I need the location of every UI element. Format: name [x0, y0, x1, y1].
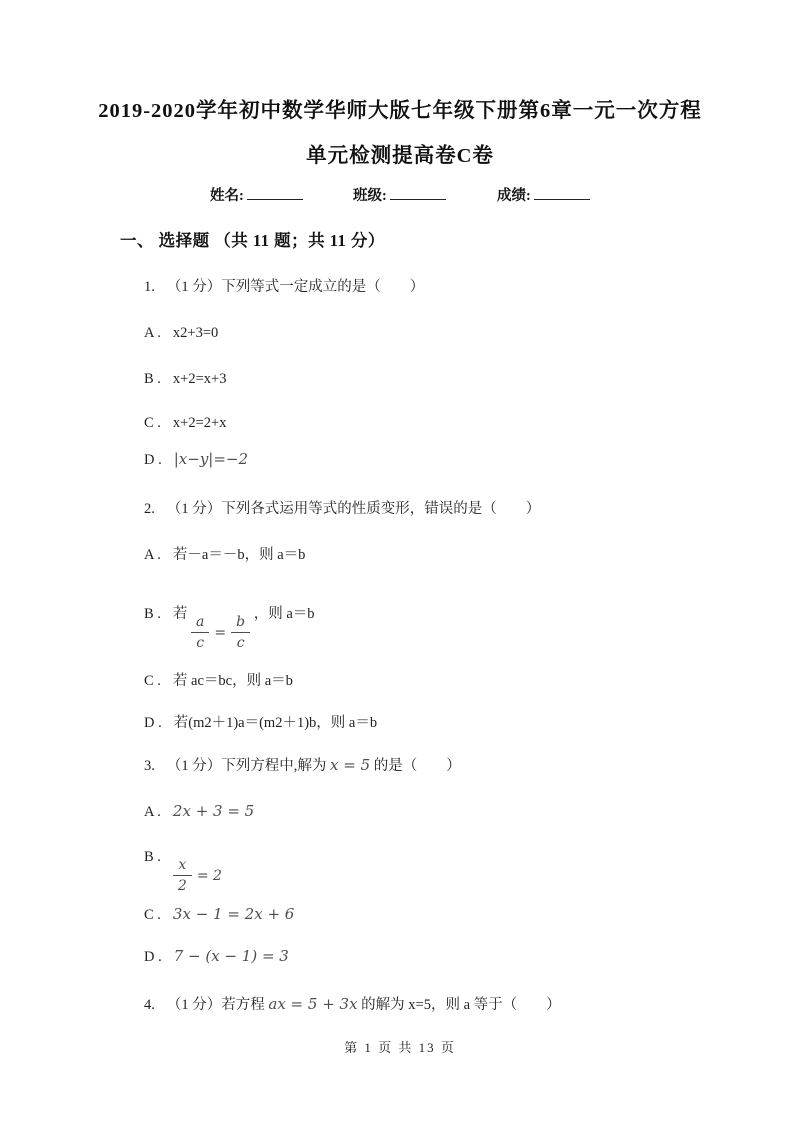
q2-option-b	[144, 604, 315, 651]
q2-stem	[144, 499, 540, 519]
score-field	[497, 186, 590, 206]
option-label: B .	[144, 371, 161, 387]
class-field	[353, 186, 446, 206]
option-label: B .	[144, 849, 161, 865]
fraction-equation	[191, 614, 250, 651]
q3-stem-pre: （1 分）下列方程中,解为	[166, 758, 330, 774]
fraction	[173, 857, 192, 894]
fraction-numerator: a	[191, 614, 209, 633]
q3-stem-post: 的是（ ）	[370, 758, 461, 774]
q3-option-c	[144, 904, 294, 925]
section1-heading: 一、 选择题 （共 11 题；共 11 分）	[120, 231, 385, 250]
class-label: 班级:	[353, 188, 387, 204]
option-label: D .	[144, 949, 162, 965]
option-label: C .	[144, 673, 161, 689]
fraction-right	[231, 614, 250, 651]
option-label: C .	[144, 415, 161, 431]
q2-number: 2.	[144, 501, 155, 517]
option-formula: 3x − 1 = 2x + 6	[172, 905, 295, 923]
score-label: 成绩:	[497, 188, 531, 204]
option-label: A .	[144, 325, 161, 341]
option-post-text: ，则 a＝b	[253, 606, 315, 622]
fraction-numerator: b	[231, 614, 250, 633]
q2-option-d	[144, 713, 377, 733]
option-label: A .	[144, 547, 161, 563]
option-text: x2+3=0	[172, 325, 219, 341]
equals-sign: =	[214, 624, 227, 641]
option-pre-text: 若	[172, 606, 188, 622]
option-label: D .	[144, 452, 162, 468]
q2-option-a	[144, 545, 305, 565]
q3-option-b	[144, 847, 227, 894]
option-text: 若 ac＝bc，则 a＝b	[172, 673, 293, 689]
option-text: x+2=x+3	[172, 371, 227, 387]
q1-option-d	[144, 449, 248, 470]
q4-number: 4.	[144, 997, 155, 1013]
q3-stem-formula: x = 5	[330, 756, 371, 774]
option-label: B .	[144, 606, 161, 622]
option-text: x+2=2+x	[172, 415, 227, 431]
q1-option-c	[144, 413, 226, 433]
name-label: 姓名:	[210, 188, 244, 204]
fraction-numerator: x	[173, 857, 192, 876]
q3-option-a	[144, 801, 254, 822]
q2-option-c	[144, 671, 293, 691]
option-label: A .	[144, 804, 161, 820]
q1-option-a	[144, 323, 218, 343]
q4-stem-formula: ax = 5 + 3x	[268, 995, 358, 1013]
q4-stem-pre: （1 分）若方程	[166, 997, 269, 1013]
q1-stem-text: （1 分）下列等式一定成立的是（ ）	[166, 279, 425, 295]
score-blank-line	[534, 186, 590, 200]
document-title-line1: 2019-2020学年初中数学华师大版七年级下册第6章一元一次方程	[98, 100, 702, 122]
fraction-equation	[173, 857, 227, 894]
option-formula: 2x + 3 = 5	[172, 802, 255, 820]
option-label: D .	[144, 715, 162, 731]
q1-number: 1.	[144, 279, 155, 295]
name-field	[210, 186, 303, 206]
option-label: C .	[144, 907, 161, 923]
page-footer: 第 1 页 共 13 页	[344, 1040, 456, 1055]
q1-option-b	[144, 369, 226, 389]
q4-stem	[144, 994, 561, 1015]
q3-number: 3.	[144, 758, 155, 774]
fraction-denominator: 2	[177, 878, 187, 894]
q4-stem-post: 的解为 x=5，则 a 等于（ ）	[357, 997, 561, 1013]
q3-option-d	[144, 946, 289, 967]
option-formula: |x−y|=−2	[173, 450, 249, 468]
q2-stem-text: （1 分）下列各式运用等式的性质变形，错误的是（ ）	[166, 501, 541, 517]
fraction-left	[191, 614, 209, 651]
fraction-denominator: c	[196, 635, 205, 651]
name-blank-line	[247, 186, 303, 200]
class-blank-line	[390, 186, 446, 200]
equation-rhs: = 2	[196, 867, 222, 884]
option-text: 若－a＝－b，则 a＝b	[172, 547, 306, 563]
option-formula: 7 − (x − 1) = 3	[173, 947, 289, 965]
q1-stem	[144, 277, 424, 297]
option-text: 若(m2＋1)a＝(m2＋1)b，则 a＝b	[173, 715, 378, 731]
document-title-line2: 单元检测提高卷C卷	[306, 145, 494, 167]
q3-stem	[144, 755, 461, 776]
fraction-denominator: c	[236, 635, 245, 651]
